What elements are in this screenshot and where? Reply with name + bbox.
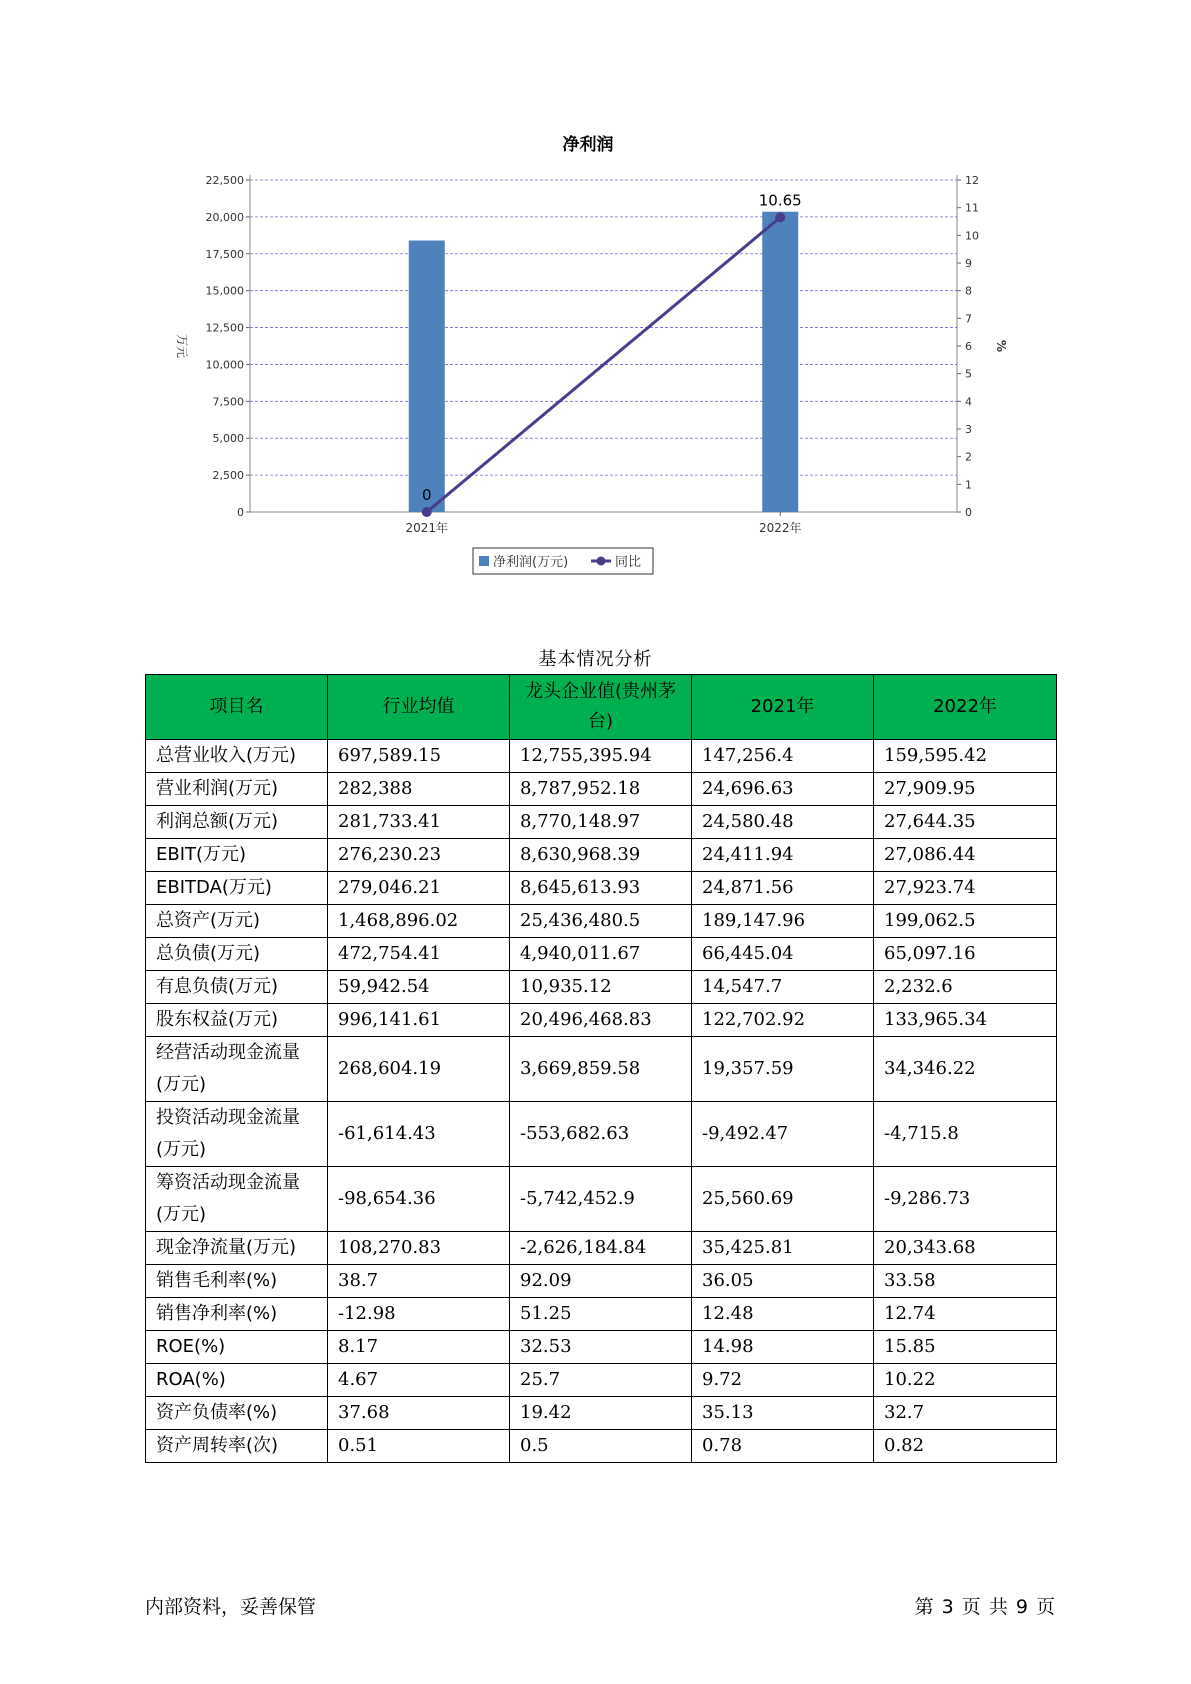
- table-row: [146, 971, 1057, 1004]
- row-value-cell: 32.7: [874, 1397, 1057, 1430]
- y-tick-label: 12,500: [205, 321, 244, 335]
- row-item-name: 资产负债率(%): [146, 1397, 328, 1430]
- row-value-cell: 37.68: [328, 1397, 510, 1430]
- footer-page-number: 第 3 页 共 9 页: [914, 1596, 1055, 1618]
- row-value-cell: 27,909.95: [874, 773, 1057, 806]
- table-row: [146, 773, 1057, 806]
- header-industry-average: 行业均值: [328, 675, 510, 740]
- row-value-cell: 27,086.44: [874, 839, 1057, 872]
- y2-tick-label: 12: [965, 174, 979, 187]
- row-value-cell: 159,595.42: [874, 740, 1057, 773]
- row-value-cell: 9.72: [692, 1364, 874, 1397]
- row-item-name: 有息负债(万元): [146, 971, 328, 1004]
- y2-tick-label: 7: [965, 312, 972, 326]
- row-item-name: 利润总额(万元): [146, 806, 328, 839]
- line-point-yoy: [775, 212, 785, 222]
- x-tick-label: 2022年: [758, 521, 802, 535]
- row-value-cell: -2,626,184.84: [510, 1232, 692, 1265]
- row-value-cell: -9,286.73: [874, 1167, 1057, 1232]
- y-tick-label: 2,500: [212, 469, 244, 483]
- table-row: [146, 905, 1057, 938]
- header-2021: 2021年: [692, 675, 874, 740]
- row-item-name: 现金净流量(万元): [146, 1232, 328, 1265]
- legend-label-bar: 净利润(万元): [493, 555, 569, 570]
- row-value-cell: 996,141.61: [328, 1004, 510, 1037]
- y-tick-label: 7,500: [212, 395, 244, 409]
- table-row: [146, 1102, 1057, 1167]
- table-header-row: [146, 675, 1057, 740]
- table-row: [146, 806, 1057, 839]
- header-leader-value: 龙头企业值(贵州茅台): [510, 675, 692, 740]
- row-value-cell: 0.82: [874, 1430, 1057, 1463]
- row-value-cell: 24,580.48: [692, 806, 874, 839]
- y-tick-label: 10,000: [205, 358, 244, 372]
- row-value-cell: 4.67: [328, 1364, 510, 1397]
- row-value-cell: 35,425.81: [692, 1232, 874, 1265]
- row-value-cell: 33.58: [874, 1265, 1057, 1298]
- row-value-cell: 66,445.04: [692, 938, 874, 971]
- row-value-cell: 25,436,480.5: [510, 905, 692, 938]
- row-value-cell: 147,256.4: [692, 740, 874, 773]
- line-point-yoy: [422, 507, 432, 517]
- row-value-cell: 472,754.41: [328, 938, 510, 971]
- row-item-name: EBIT(万元): [146, 839, 328, 872]
- row-value-cell: 1,468,896.02: [328, 905, 510, 938]
- y-tick-label: 22,500: [205, 174, 244, 187]
- row-value-cell: -4,715.8: [874, 1102, 1057, 1167]
- row-value-cell: 34,346.22: [874, 1037, 1057, 1102]
- row-value-cell: 25,560.69: [692, 1167, 874, 1232]
- row-value-cell: -12.98: [328, 1298, 510, 1331]
- row-value-cell: 282,388: [328, 773, 510, 806]
- row-value-cell: 51.25: [510, 1298, 692, 1331]
- row-value-cell: 189,147.96: [692, 905, 874, 938]
- y2-tick-label: 8: [965, 284, 972, 298]
- row-item-name: 总资产(万元): [146, 905, 328, 938]
- row-value-cell: -61,614.43: [328, 1102, 510, 1167]
- y-tick-label: 17,500: [205, 247, 244, 261]
- row-value-cell: 14,547.7: [692, 971, 874, 1004]
- row-value-cell: 65,097.16: [874, 938, 1057, 971]
- row-item-name: EBITDA(万元): [146, 872, 328, 905]
- row-value-cell: 15.85: [874, 1331, 1057, 1364]
- table-row: [146, 839, 1057, 872]
- legend-swatch-bar: [479, 556, 489, 566]
- row-value-cell: 8,770,148.97: [510, 806, 692, 839]
- y-tick-label: 15,000: [205, 284, 244, 298]
- net-profit-chart: [160, 130, 1020, 600]
- row-item-name: 股东权益(万元): [146, 1004, 328, 1037]
- row-value-cell: 24,696.63: [692, 773, 874, 806]
- row-value-cell: -98,654.36: [328, 1167, 510, 1232]
- row-value-cell: 24,411.94: [692, 839, 874, 872]
- row-item-name: ROA(%): [146, 1364, 328, 1397]
- row-item-name: 经营活动现金流量(万元): [146, 1037, 328, 1102]
- y2-tick-label: 5: [965, 367, 972, 381]
- row-value-cell: 12.48: [692, 1298, 874, 1331]
- y2-tick-label: 6: [965, 340, 972, 353]
- header-2022: 2022年: [874, 675, 1057, 740]
- row-value-cell: 8.17: [328, 1331, 510, 1364]
- row-value-cell: -9,492.47: [692, 1102, 874, 1167]
- bar-net-profit: [762, 212, 798, 512]
- row-value-cell: 10.22: [874, 1364, 1057, 1397]
- row-value-cell: 59,942.54: [328, 971, 510, 1004]
- table-row: [146, 1298, 1057, 1331]
- row-value-cell: 8,645,613.93: [510, 872, 692, 905]
- row-value-cell: 122,702.92: [692, 1004, 874, 1037]
- chart-title: 净利润: [562, 135, 614, 155]
- row-item-name: 总负债(万元): [146, 938, 328, 971]
- bar-net-profit: [409, 240, 445, 512]
- row-value-cell: 268,604.19: [328, 1037, 510, 1102]
- row-value-cell: 36.05: [692, 1265, 874, 1298]
- footer-confidential-note: 内部资料，妥善保管: [145, 1596, 317, 1618]
- row-value-cell: 281,733.41: [328, 806, 510, 839]
- table-row: [146, 1232, 1057, 1265]
- row-value-cell: 19,357.59: [692, 1037, 874, 1102]
- row-value-cell: 0.78: [692, 1430, 874, 1463]
- data-label-yoy: 10.65: [758, 191, 802, 210]
- row-value-cell: 276,230.23: [328, 839, 510, 872]
- table-caption: 基本情况分析: [538, 649, 653, 670]
- table-row: [146, 1004, 1057, 1037]
- row-item-name: 总营业收入(万元): [146, 740, 328, 773]
- basic-analysis-table: [145, 674, 1057, 1463]
- row-value-cell: 697,589.15: [328, 740, 510, 773]
- row-value-cell: 0.5: [510, 1430, 692, 1463]
- row-value-cell: -5,742,452.9: [510, 1167, 692, 1232]
- legend-label-line: 同比: [615, 555, 642, 570]
- y2-tick-label: 9: [965, 257, 972, 270]
- row-value-cell: 20,343.68: [874, 1232, 1057, 1265]
- header-item-name: 项目名: [146, 675, 328, 740]
- table-row: [146, 1331, 1057, 1364]
- row-item-name: 筹资活动现金流量(万元): [146, 1167, 328, 1232]
- row-value-cell: 279,046.21: [328, 872, 510, 905]
- row-value-cell: 24,871.56: [692, 872, 874, 905]
- row-value-cell: 10,935.12: [510, 971, 692, 1004]
- row-value-cell: 12,755,395.94: [510, 740, 692, 773]
- y-tick-label: 5,000: [212, 432, 244, 446]
- row-value-cell: 32.53: [510, 1331, 692, 1364]
- row-value-cell: 38.7: [328, 1265, 510, 1298]
- table-row: [146, 938, 1057, 971]
- table-row: [146, 1397, 1057, 1430]
- y2-tick-label: 3: [965, 423, 972, 436]
- row-value-cell: 0.51: [328, 1430, 510, 1463]
- row-value-cell: 8,630,968.39: [510, 839, 692, 872]
- row-item-name: 销售毛利率(%): [146, 1265, 328, 1298]
- row-value-cell: 12.74: [874, 1298, 1057, 1331]
- row-value-cell: 19.42: [510, 1397, 692, 1430]
- row-value-cell: 92.09: [510, 1265, 692, 1298]
- table-row: [146, 1167, 1057, 1232]
- y-tick-label: 0: [237, 506, 244, 519]
- x-tick-label: 2021年: [405, 521, 449, 535]
- table-row: [146, 1265, 1057, 1298]
- row-value-cell: 3,669,859.58: [510, 1037, 692, 1102]
- y-axis-label: 万元: [175, 333, 189, 359]
- y2-tick-label: 1: [965, 478, 972, 492]
- y2-tick-label: 2: [965, 450, 972, 464]
- row-value-cell: 27,923.74: [874, 872, 1057, 905]
- row-value-cell: 8,787,952.18: [510, 773, 692, 806]
- row-value-cell: 27,644.35: [874, 806, 1057, 839]
- row-value-cell: 133,965.34: [874, 1004, 1057, 1037]
- legend-swatch-point: [597, 557, 606, 566]
- table-row: [146, 1430, 1057, 1463]
- row-item-name: 营业利润(万元): [146, 773, 328, 806]
- row-value-cell: 25.7: [510, 1364, 692, 1397]
- row-value-cell: 35.13: [692, 1397, 874, 1430]
- row-value-cell: -553,682.63: [510, 1102, 692, 1167]
- row-item-name: 资产周转率(次): [146, 1430, 328, 1463]
- row-value-cell: 2,232.6: [874, 971, 1057, 1004]
- y-tick-label: 20,000: [205, 210, 244, 224]
- row-value-cell: 199,062.5: [874, 905, 1057, 938]
- y2-tick-label: 10: [965, 229, 979, 243]
- y2-tick-label: 11: [965, 201, 979, 215]
- row-value-cell: 4,940,011.67: [510, 938, 692, 971]
- row-value-cell: 14.98: [692, 1331, 874, 1364]
- table-row: [146, 872, 1057, 905]
- row-item-name: 销售净利率(%): [146, 1298, 328, 1331]
- y2-axis-label: %: [994, 339, 1008, 353]
- row-value-cell: 20,496,468.83: [510, 1004, 692, 1037]
- table-row: [146, 740, 1057, 773]
- data-label-yoy: 0: [421, 486, 432, 504]
- y2-tick-label: 4: [965, 395, 972, 409]
- row-item-name: ROE(%): [146, 1331, 328, 1364]
- row-item-name: 投资活动现金流量(万元): [146, 1102, 328, 1167]
- row-value-cell: 108,270.83: [328, 1232, 510, 1265]
- table-row: [146, 1037, 1057, 1102]
- y2-tick-label: 0: [965, 506, 972, 519]
- table-row: [146, 1364, 1057, 1397]
